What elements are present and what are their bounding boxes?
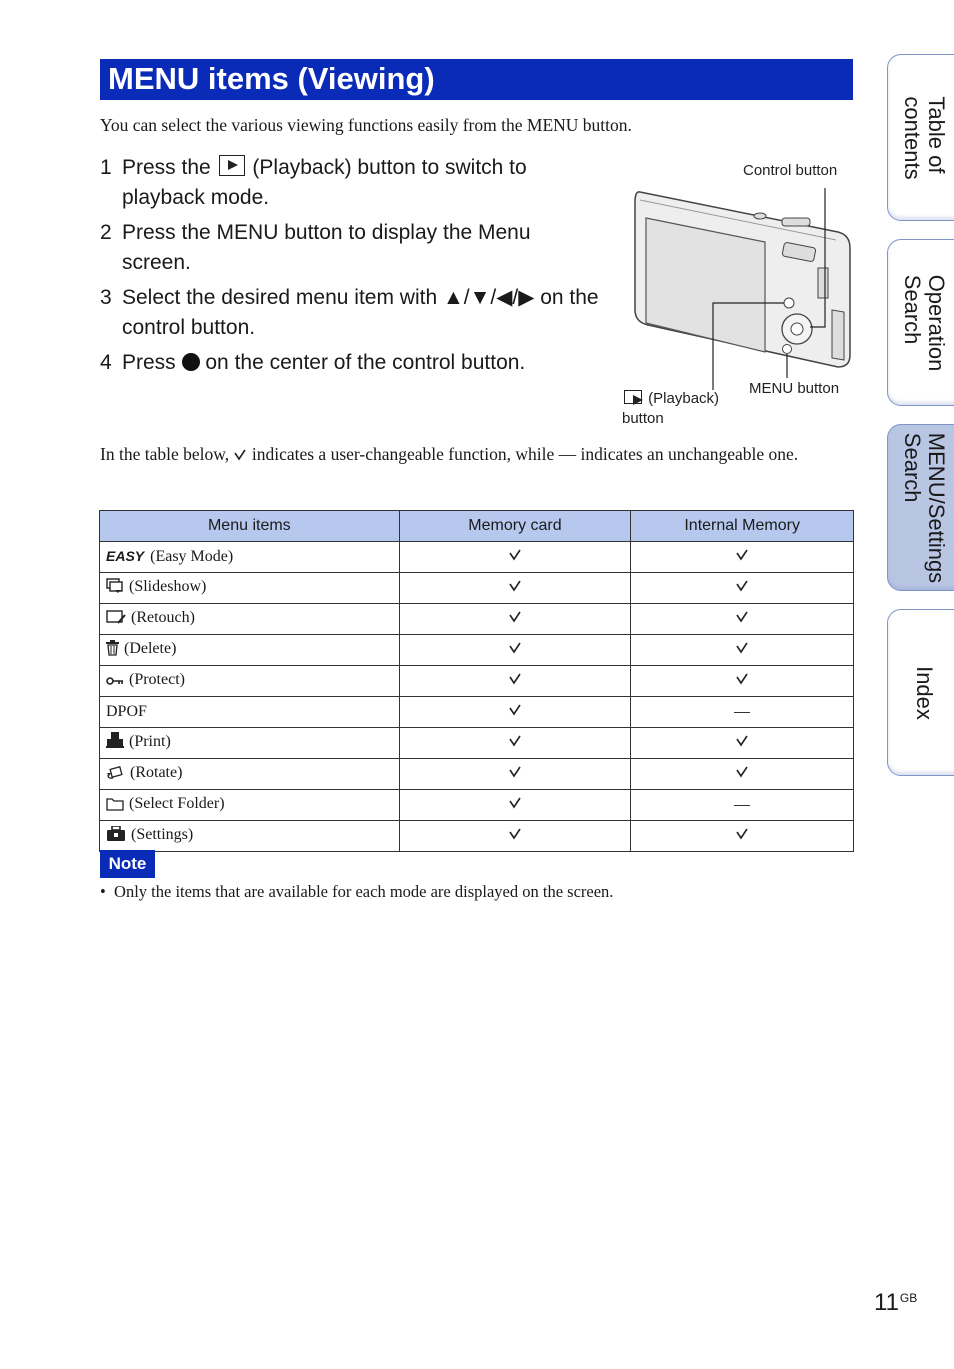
internal-memory-cell bbox=[631, 759, 854, 790]
check-icon bbox=[508, 611, 522, 623]
memory-card-cell bbox=[399, 635, 631, 666]
folder-icon bbox=[106, 796, 124, 816]
menu-item-cell bbox=[100, 821, 400, 852]
step-text: Select the desired menu item with ▲/▼/◀/▶ on the control button. bbox=[122, 286, 599, 339]
check-icon bbox=[508, 673, 522, 685]
internal-memory-cell bbox=[631, 542, 854, 573]
check-icon bbox=[735, 735, 749, 747]
table-row bbox=[100, 790, 854, 821]
internal-memory-cell bbox=[631, 635, 854, 666]
step-number: 4 bbox=[100, 351, 112, 374]
internal-memory-cell bbox=[631, 697, 854, 728]
check-icon bbox=[735, 611, 749, 623]
check-icon bbox=[735, 642, 749, 654]
memory-card-cell bbox=[399, 573, 631, 604]
tab-menu-settings-search[interactable]: MENU/Settings Search bbox=[887, 424, 954, 591]
legend-text: In the table below, indicates a user-changeable function, while — indicates an unchangeable one. bbox=[100, 444, 799, 464]
step-4 bbox=[100, 348, 600, 378]
memory-card-cell bbox=[399, 542, 631, 573]
playback-icon bbox=[219, 155, 245, 176]
check-icon bbox=[508, 797, 522, 809]
step-text: Press bbox=[122, 351, 176, 374]
playback-button-label-line2: button bbox=[622, 410, 664, 427]
table-row bbox=[100, 666, 854, 697]
check-icon bbox=[508, 642, 522, 654]
note-item: • Only the items that are available for each mode are displayed on the screen. bbox=[100, 882, 614, 901]
menu-item-label: (Print) bbox=[129, 733, 171, 750]
memory-card-cell bbox=[399, 790, 631, 821]
check-icon bbox=[508, 766, 522, 778]
menu-item-label: (Settings) bbox=[131, 825, 194, 843]
internal-memory-cell bbox=[631, 821, 854, 852]
internal-memory-cell bbox=[631, 790, 854, 821]
menu-item-label: (Select Folder) bbox=[129, 794, 225, 812]
memory-card-cell bbox=[399, 821, 631, 852]
center-button-icon bbox=[182, 353, 200, 371]
tab-index[interactable]: Index bbox=[887, 609, 954, 776]
dash-icon bbox=[734, 712, 750, 713]
check-icon bbox=[735, 673, 749, 685]
check-icon bbox=[735, 766, 749, 778]
check-icon bbox=[233, 449, 247, 461]
check-icon bbox=[508, 549, 522, 561]
menu-item-cell bbox=[100, 573, 400, 604]
step-number: 2 bbox=[100, 221, 112, 244]
memory-card-cell bbox=[399, 604, 631, 635]
table-row bbox=[100, 697, 854, 728]
menu-item-cell bbox=[100, 759, 400, 790]
table-row bbox=[100, 759, 854, 790]
menu-item-cell bbox=[100, 604, 400, 635]
step-text: on the center of the control button. bbox=[205, 351, 526, 374]
page-number: $11^{GB}$ bbox=[874, 1289, 918, 1316]
easy-mode-icon: EASY bbox=[106, 548, 145, 564]
step-number: 1 bbox=[100, 156, 112, 179]
delete-icon bbox=[106, 640, 119, 661]
check-icon bbox=[508, 735, 522, 747]
column-header: Memory card bbox=[399, 511, 631, 542]
menu-item-cell bbox=[100, 728, 400, 759]
column-header: Internal Memory bbox=[631, 511, 854, 542]
control-button-label: Control button bbox=[743, 162, 838, 179]
table-row bbox=[100, 542, 854, 573]
menu-item-label: (Rotate) bbox=[130, 763, 183, 781]
menu-item-cell bbox=[100, 666, 400, 697]
step-text: Press the bbox=[122, 156, 211, 179]
intro-text: You can select the various viewing functions easily from the MENU button. bbox=[100, 115, 632, 135]
tab-operation-search[interactable]: Operation Search bbox=[887, 239, 954, 406]
table-header-row bbox=[100, 511, 854, 542]
step-text: Press the MENU button to display the Menu screen. bbox=[122, 221, 531, 274]
menu-item-label: (Retouch) bbox=[131, 608, 195, 626]
check-icon bbox=[735, 580, 749, 592]
check-icon bbox=[735, 549, 749, 561]
step-2 bbox=[100, 218, 600, 278]
menu-item-label: (Slideshow) bbox=[129, 577, 207, 595]
menu-item-cell bbox=[100, 542, 400, 573]
note-label: Note bbox=[100, 850, 155, 878]
menu-items-table bbox=[99, 510, 854, 852]
menu-item-label: (Protect) bbox=[129, 670, 185, 688]
slideshow-icon bbox=[106, 578, 124, 599]
protect-icon bbox=[106, 674, 124, 692]
step-number: 3 bbox=[100, 286, 112, 309]
camera-figure bbox=[610, 160, 860, 435]
table-row bbox=[100, 821, 854, 852]
table-row bbox=[100, 573, 854, 604]
menu-button-label: MENU button bbox=[749, 380, 840, 397]
check-icon bbox=[508, 704, 522, 716]
check-icon bbox=[735, 828, 749, 840]
tab-table-of-contents[interactable]: Table of contents bbox=[887, 54, 954, 221]
page-title: MENU items (Viewing) bbox=[108, 61, 435, 96]
memory-card-cell bbox=[399, 697, 631, 728]
check-icon bbox=[508, 580, 522, 592]
menu-item-cell bbox=[100, 790, 400, 821]
internal-memory-cell bbox=[631, 573, 854, 604]
playback-button-label: (Playback) bbox=[622, 390, 719, 407]
menu-item-label: (Delete) bbox=[124, 639, 177, 657]
table-row bbox=[100, 604, 854, 635]
print-icon bbox=[106, 732, 124, 754]
column-header: Menu items bbox=[100, 511, 400, 542]
step-3 bbox=[100, 283, 600, 343]
menu-item-label: (Easy Mode) bbox=[150, 548, 234, 565]
retouch-icon bbox=[106, 609, 126, 630]
table-row bbox=[100, 728, 854, 759]
step-1 bbox=[100, 153, 600, 213]
rotate-icon bbox=[106, 765, 125, 785]
step-text: (Playback) button to switch to playback mode. bbox=[122, 156, 527, 209]
table-row bbox=[100, 635, 854, 666]
menu-item-cell bbox=[100, 635, 400, 666]
memory-card-cell bbox=[399, 666, 631, 697]
steps-list bbox=[100, 153, 600, 383]
internal-memory-cell bbox=[631, 666, 854, 697]
dash-icon bbox=[734, 805, 750, 806]
internal-memory-cell bbox=[631, 728, 854, 759]
menu-item-label: DPOF bbox=[106, 703, 147, 720]
settings-icon bbox=[106, 826, 126, 847]
title-bar bbox=[100, 59, 853, 100]
memory-card-cell bbox=[399, 728, 631, 759]
menu-item-cell bbox=[100, 697, 400, 728]
playback-icon bbox=[624, 390, 642, 404]
internal-memory-cell bbox=[631, 604, 854, 635]
check-icon bbox=[508, 828, 522, 840]
memory-card-cell bbox=[399, 759, 631, 790]
